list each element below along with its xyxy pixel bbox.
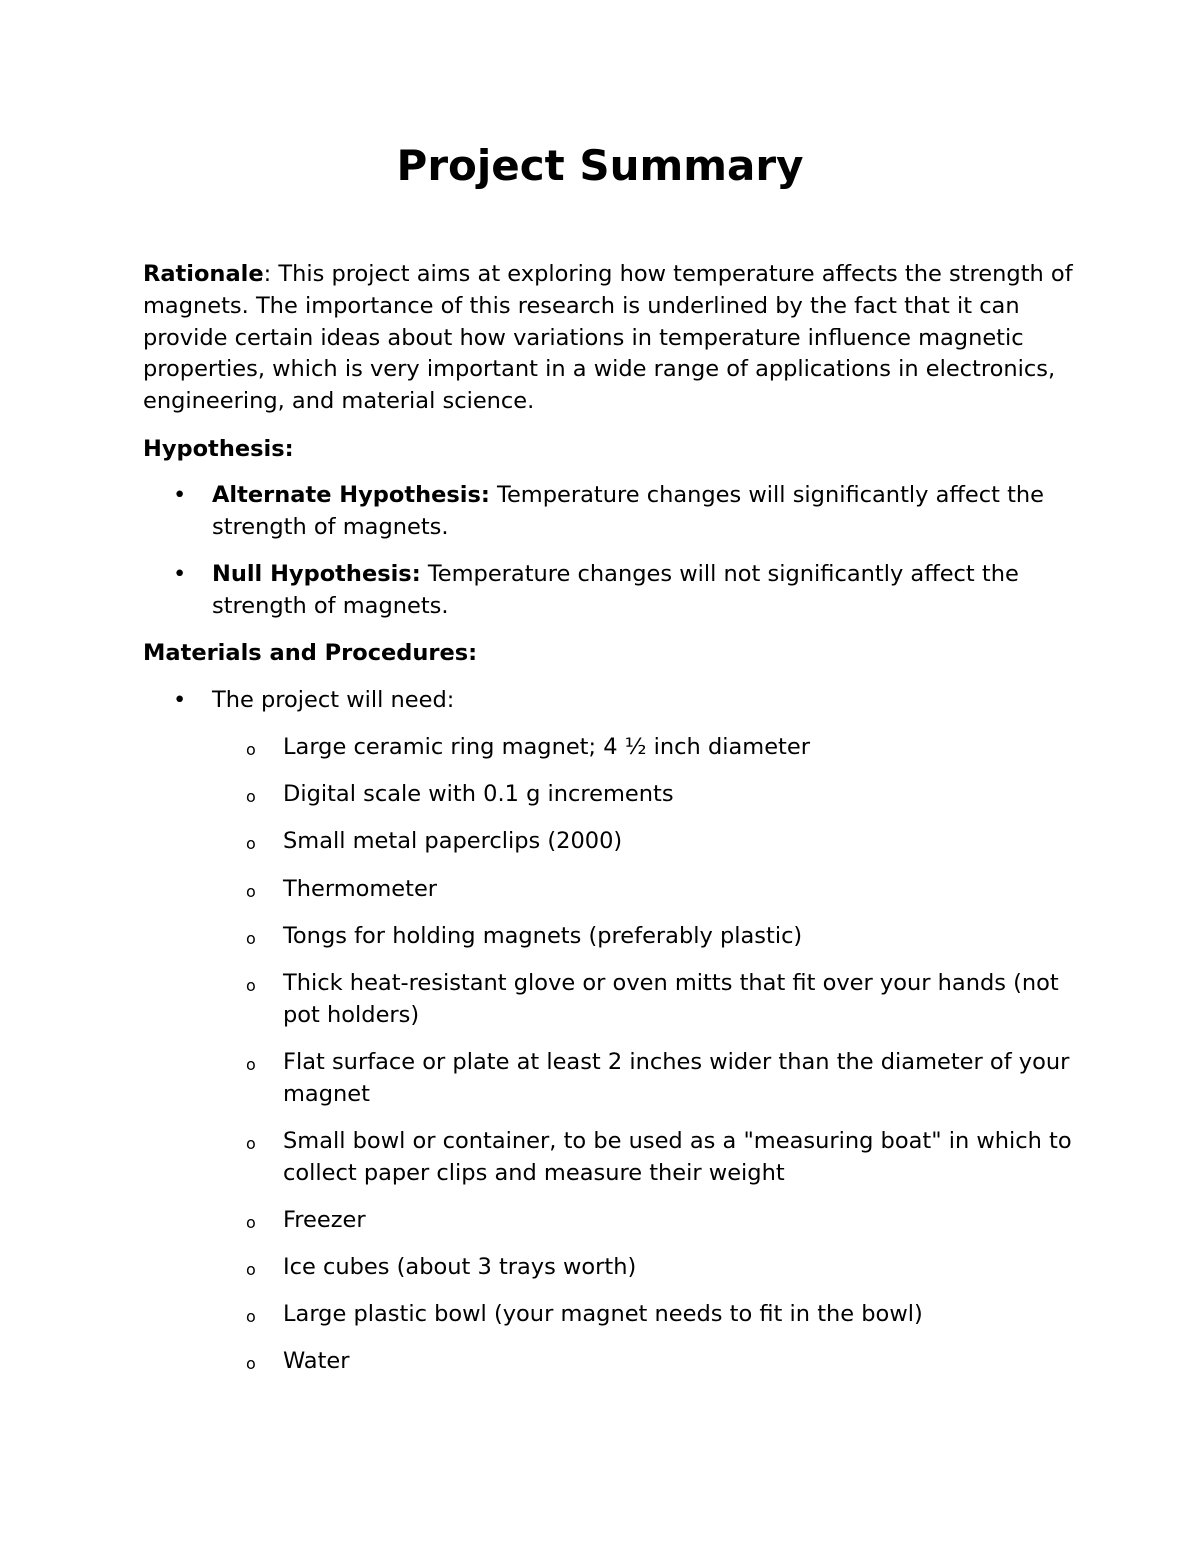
circle-bullet-icon: o (246, 1260, 256, 1280)
list-item (212, 826, 1072, 858)
list-item (212, 1047, 1072, 1111)
hypothesis-label: Null Hypothesis: (212, 560, 421, 587)
circle-bullet-icon: o (246, 1133, 256, 1153)
rationale-paragraph (143, 259, 1073, 418)
list-item (143, 480, 1073, 544)
material-item: Flat surface or plate at least 2 inches wider than the diameter of your magnet (283, 1048, 1070, 1107)
hypothesis-label: Alternate Hypothesis: (212, 482, 490, 508)
circle-bullet-icon: o (246, 787, 256, 807)
list-item (212, 1252, 1072, 1284)
materials-intro-list (143, 685, 1073, 732)
list-item (212, 732, 1072, 764)
circle-bullet-icon: o (246, 1307, 256, 1327)
list-item (143, 685, 1073, 717)
list-item (212, 779, 1072, 811)
list-item (212, 921, 1072, 953)
bullet-icon: • (173, 482, 187, 508)
material-item: Water (283, 1348, 350, 1375)
material-item: Thermometer (283, 875, 438, 902)
material-item: Tongs for holding magnets (preferably plastic) (283, 922, 803, 949)
bullet-icon: • (173, 560, 187, 587)
list-item (212, 1299, 1072, 1331)
circle-bullet-icon: o (246, 740, 256, 759)
list-item (212, 1126, 1072, 1190)
circle-bullet-icon: o (246, 1354, 256, 1374)
materials-list (212, 732, 1072, 1394)
material-item: Small bowl or container, to be used as a "measuring boat" in which to collect paper clips and measure their weight (283, 1127, 1072, 1186)
materials-intro: The project will need: (212, 687, 455, 713)
hypothesis-text: Temperature changes will significantly affect the strength of magnets. (212, 482, 1045, 540)
hypothesis-list (143, 480, 1073, 638)
page-title: Project Summary (396, 141, 804, 190)
list-item (143, 559, 1073, 623)
circle-bullet-icon: o (246, 834, 256, 854)
material-item: Small metal paperclips (2000) (283, 828, 623, 855)
hypothesis-text: Temperature changes will not significantly affect the strength of magnets. (212, 560, 1019, 619)
rationale-text: : This project aims at exploring how temperature affects the strength of magnets. The importance of this research is underlined by the fact that it can provide certain ideas about how variations in temperature influence magnetic properties, which is very important in a wide range of applications in electronics, engineering, and material science. (143, 261, 1073, 415)
circle-bullet-icon: o (246, 975, 256, 995)
material-item: Large ceramic ring magnet; 4 ½ inch diameter (283, 734, 810, 760)
material-item: Freezer (283, 1206, 366, 1233)
material-item: Thick heat-resistant glove or oven mitts that fit over your hands (not pot holders) (283, 969, 1059, 1028)
list-item (212, 1346, 1072, 1378)
hypothesis-heading: Hypothesis: (143, 436, 294, 462)
list-item (212, 1205, 1072, 1237)
circle-bullet-icon: o (246, 1054, 256, 1074)
material-item: Large plastic bowl (your magnet needs to fit in the bowl) (283, 1301, 923, 1328)
list-item (212, 874, 1072, 906)
materials-heading: Materials and Procedures: (143, 640, 478, 666)
material-item: Digital scale with 0.1 g increments (283, 781, 674, 808)
rationale-label: Rationale (143, 261, 264, 287)
material-item: Ice cubes (about 3 trays worth) (283, 1254, 637, 1281)
circle-bullet-icon: o (246, 881, 256, 901)
circle-bullet-icon: o (246, 1212, 256, 1232)
list-item (212, 968, 1072, 1032)
bullet-icon: • (173, 687, 187, 713)
circle-bullet-icon: o (246, 928, 256, 948)
